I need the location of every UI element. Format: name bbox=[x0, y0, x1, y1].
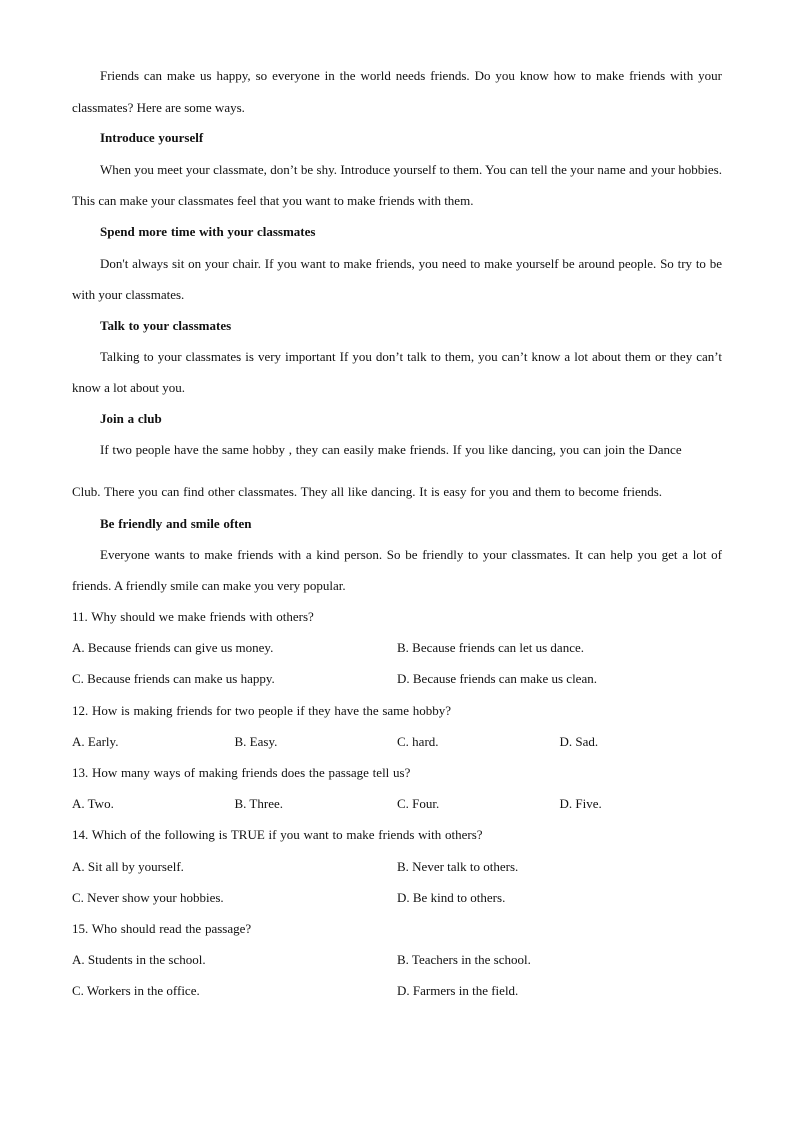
section-heading-be-friendly: Be friendly and smile often bbox=[100, 515, 252, 531]
question-13-stem: 13. How many ways of making friends does the passage tell us? bbox=[72, 765, 411, 781]
section-text-be-friendly: Everyone wants to make friends with a kind person. So be friendly to your classmates. It can help you get a lot of friends. A friendly smile can make you very popular. bbox=[72, 547, 722, 594]
question-15-options-row-1 bbox=[72, 950, 722, 981]
question-13-options-row bbox=[72, 794, 722, 825]
question-14-options-row-2 bbox=[72, 888, 722, 919]
section-heading-talk: Talk to your classmates bbox=[100, 317, 232, 333]
section-heading-join-club: Join a club bbox=[100, 411, 162, 427]
question-13-option-d: D. Five. bbox=[559, 796, 602, 812]
question-11-options-row-2 bbox=[72, 669, 722, 700]
question-15-option-a: A. Students in the school. bbox=[72, 952, 206, 968]
section-heading-introduce-yourself: Introduce yourself bbox=[100, 130, 204, 146]
question-14-options-row-1 bbox=[72, 857, 722, 888]
question-13-option-a: A. Two. bbox=[72, 796, 114, 812]
question-11-option-c: C. Because friends can make us happy. bbox=[72, 671, 275, 687]
question-12-option-c: C. hard. bbox=[397, 733, 439, 749]
question-14-option-a: A. Sit all by yourself. bbox=[72, 858, 184, 874]
question-14-stem: 14. Which of the following is TRUE if you want to make friends with others? bbox=[72, 827, 483, 843]
question-13-option-b: B. Three. bbox=[234, 796, 283, 812]
question-12-option-b: B. Easy. bbox=[234, 733, 278, 749]
question-13-option-c: C. Four. bbox=[397, 796, 440, 812]
question-15-stem: 15. Who should read the passage? bbox=[72, 920, 252, 936]
question-12-option-a: A. Early. bbox=[72, 733, 119, 749]
question-11-option-d: D. Because friends can make us clean. bbox=[397, 671, 597, 687]
question-11-stem: 11. Why should we make friends with others? bbox=[72, 609, 314, 625]
question-12-option-d: D. Sad. bbox=[559, 733, 599, 749]
question-12-options-row bbox=[72, 732, 722, 763]
question-15-option-d: D. Farmers in the field. bbox=[397, 983, 519, 999]
question-15-options-row-2 bbox=[72, 981, 722, 1012]
question-11-option-a: A. Because friends can give us money. bbox=[72, 640, 274, 656]
section-text-join-club-line1: If two people have the same hobby , they can easily make friends. If you like dancing, you can join the Dance bbox=[100, 442, 682, 458]
question-15-option-b: B. Teachers in the school. bbox=[397, 952, 531, 968]
question-11-option-b: B. Because friends can let us dance. bbox=[397, 640, 584, 656]
question-14-option-c: C. Never show your hobbies. bbox=[72, 889, 224, 905]
section-text-introduce-yourself: When you meet your classmate, don’t be shy. Introduce yourself to them. You can tell the your name and your hobbies. This can make your classmates feel that you want to make friends with them. bbox=[72, 161, 722, 209]
section-text-join-club-line2: Club. There you can find other classmates. They all like dancing. It is easy for you and them to become friends. bbox=[72, 484, 663, 500]
section-text-talk: Talking to your classmates is very important If you don’t talk to them, you can’t know a lot about them or they can’t know a lot about you. bbox=[72, 349, 722, 396]
question-15-option-c: C. Workers in the office. bbox=[72, 983, 200, 999]
question-11-options-row-1 bbox=[72, 638, 722, 669]
question-14-option-d: D. Be kind to others. bbox=[397, 889, 506, 905]
section-heading-spend-time: Spend more time with your classmates bbox=[100, 223, 316, 239]
intro-paragraph: Friends can make us happy, so everyone in the world needs friends. Do you know how to make friends with your classmates? Here are some ways. bbox=[72, 68, 722, 115]
section-text-spend-time: Don't always sit on your chair. If you want to make friends, you need to make yourself be around people. So try to be with your classmates. bbox=[72, 255, 722, 302]
question-14-option-b: B. Never talk to others. bbox=[397, 858, 519, 874]
question-12-stem: 12. How is making friends for two people if they have the same hobby? bbox=[72, 702, 452, 718]
